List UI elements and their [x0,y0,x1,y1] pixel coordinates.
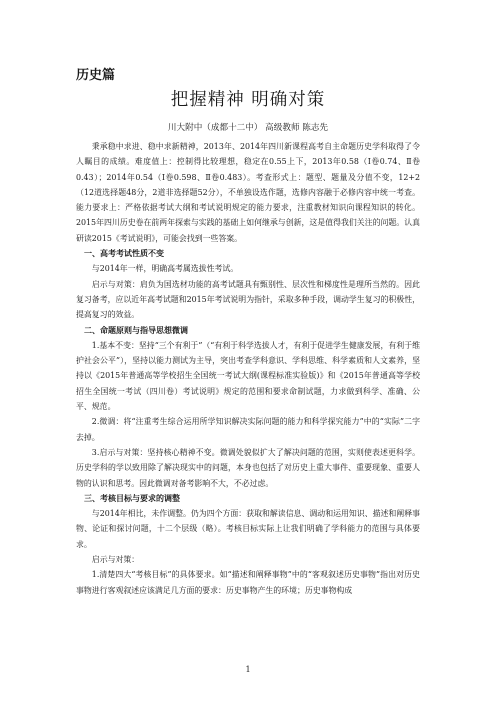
section-heading: 一、高考考试性质不变 [84,249,164,259]
section-heading: 二、命题原则与指导思想微调 [84,325,188,335]
body-paragraph: 1.基本不变：坚持“三个有利于”（“有利于科学选拔人才，有利于促进学生健康发展，有利于维护社会公平”），坚持以能力测试为主导，突出考查学科意识、学科思维、科学素质和人文素养，坚持以《2015年普通高等学校招生全国统一考试大纲(课程标准实验版)》和《2015年普通高等学校招生全国统一考试（四川卷）考试说明》规定的范围和要求命制试题，力求做到科学、准确、公平、规范。 [76,340,420,412]
body-paragraph: 1.清楚四大“考核目标”的具体要求。如“描述和阐释事物”中的“客观叙述历史事物”指出对历史事物进行客观叙述应该满足几方面的要求：历史事物产生的环境；历史事物构成 [76,570,420,595]
body-paragraph: 与2014年相比，未作调整。仍为四个方面：获取和解读信息、调动和运用知识、描述和阐释事物、论证和探讨问题，十二个层级（略）。考核目标实际上让我们明确了学科能力的范围与具体要求。 [76,509,420,549]
body-paragraph: 启示与对策：肩负为国选材功能的高考试题具有甄别性、层次性和梯度性是理所当然的。因此复习备考，应以近年高考试题和2015年考试说明为指针，采取多种手段，调动学生复习的积极性，提高复习的效益。 [76,279,420,320]
body-paragraph: 与2014年一样，明确高考属选拔性考试。 [91,264,239,274]
body-paragraph: 3.启示与对策：坚持核心精神不变。微调处貌似扩大了解决问题的范围，实则使表述更科学。历史学科的学以致用除了解决现实中的问题，本身也包括了对历史上重大事件、重要现象、重要人物的认识和思考。因此微调对备考影响不大，不必过虑。 [76,447,420,488]
intro-paragraph: 秉承稳中求进、稳中求新精神，2013年、2014年四川新课程高考自主命题历史学科取得了令人瞩目的成绩。难度值上：控制得比较理想，稳定在0.55上下，2013年0.58（Ⅰ卷0.74、Ⅱ卷0.43）；2014年0.54（Ⅰ卷0.598、Ⅱ卷0.483）。考查形式上：题型、题量及分值不变，12+2（12道选择题48分，2道非选择题52分），不单独设选作题，选修内容融于必修内容中统一考查。能力要求上：严格依据考试大纲和考试说明规定的能力要求，注重教材知识向课程知识的转化。2015年四川历史卷在前两年探索与实践的基础上如何继承与创新，这是值得我们关注的问题。认真研读2015《考试说明》，可能会找到一些答案。 [76,142,420,243]
body-paragraph: 启示与对策： [91,555,140,565]
section-label: 历史篇 [76,68,116,83]
section-heading: 三、考核目标与要求的调整 [84,493,180,503]
body-paragraph: 2.微调：将“注重考生综合运用所学知识解决实际问题的能力和科学探究能力”中的“实际”二字去掉。 [76,417,420,442]
article-body [76,139,420,598]
article-title: 把握精神 明确对策 [170,90,326,110]
page-number: 1 [245,665,251,674]
author-byline: 川大附中（成都十二中） 高级教师 陈志先 [167,123,329,133]
